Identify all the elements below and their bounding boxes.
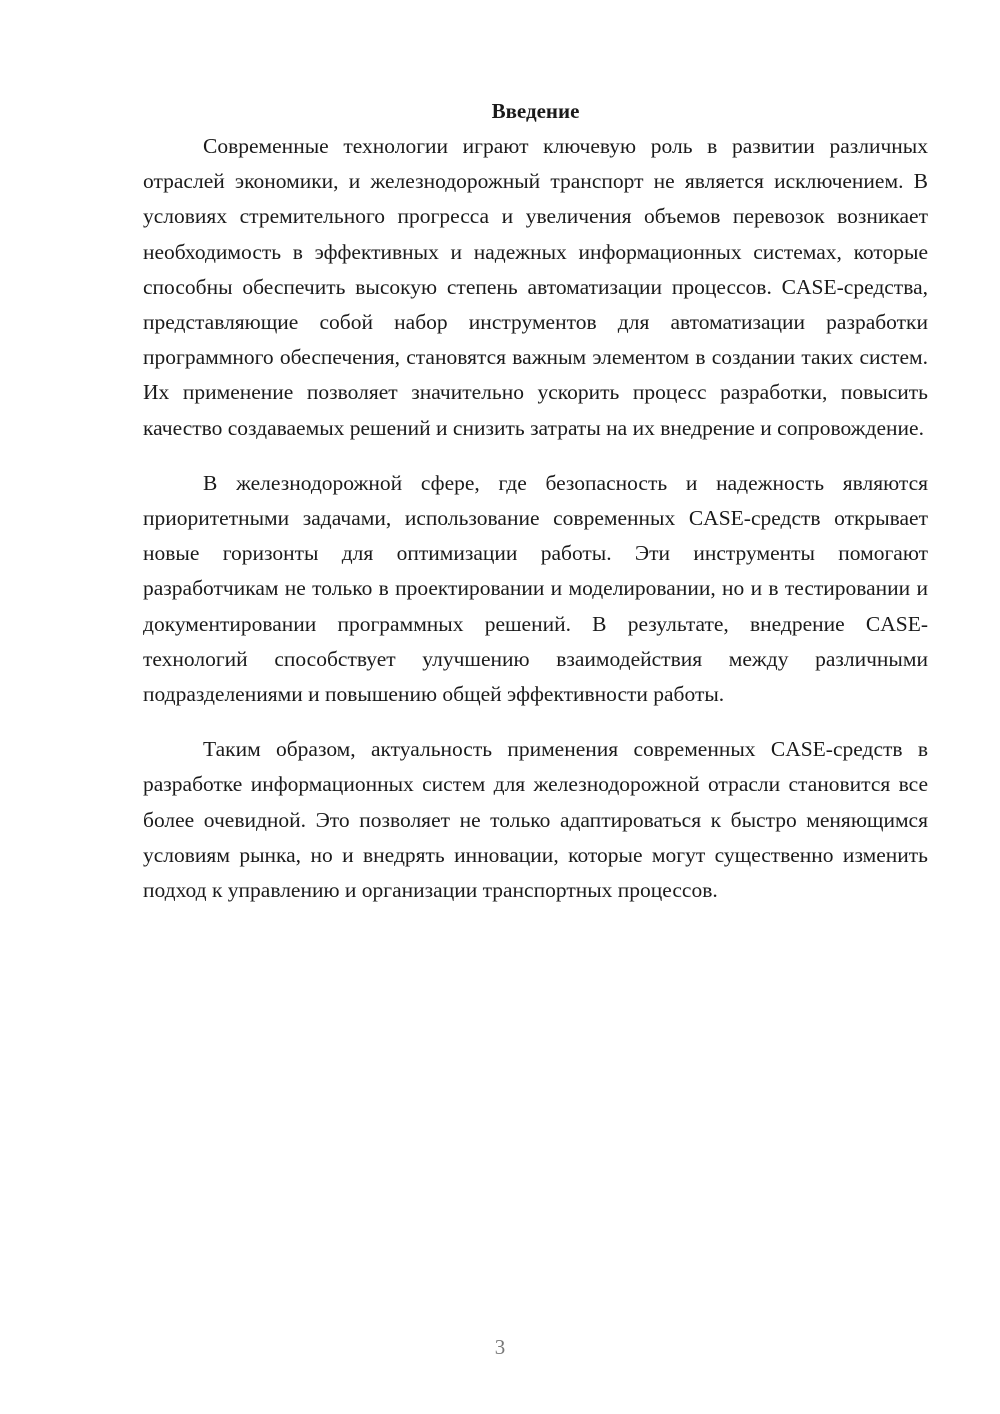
page-content — [143, 94, 928, 908]
paragraph-3: Таким образом, актуальность применения современных CASE-средств в разработке информационных систем для железнодорожной отрасли становится все более очевидной. Это позволяет не только адаптироваться к быстро меняющимся условиям рынка, но и внедрять инновации, которые могут существенно изменить подход к управлению и организации транспортных процессов. — [143, 737, 928, 903]
paragraph-2: В железнодорожной сфере, где безопасность и надежность являются приоритетными задачами, использование современных CASE-средств открывает новые горизонты для оптимизации работы. Эти инструменты помогают разработчикам не только в проектировании и моделировании, но и в тестировании и документировании программных решений. В результате, внедрение CASE-технологий способствует улучшению взаимодействия между различными подразделениями и повышению общей эффективности работы. — [143, 470, 928, 707]
page-number: 3 — [494, 1335, 506, 1359]
paragraph-1: Современные технологии играют ключевую роль в развитии различных отраслей экономики, и железнодорожный транспорт не является исключением. В условиях стремительного прогресса и увеличения объемов перевозок возникает необходимость в эффективных и надежных информационных системах, которые способны обеспечить высокую степень автоматизации процессов. CASE-средства, представляющие собой набор инструментов для автоматизации разработки программного обеспечения, становятся важным элементом в создании таких систем. Их применение позволяет значительно ускорить процесс разработки, повысить качество создаваемых решений и снизить затраты на их внедрение и сопровождение. — [143, 134, 928, 440]
section-title: Введение — [491, 99, 580, 123]
